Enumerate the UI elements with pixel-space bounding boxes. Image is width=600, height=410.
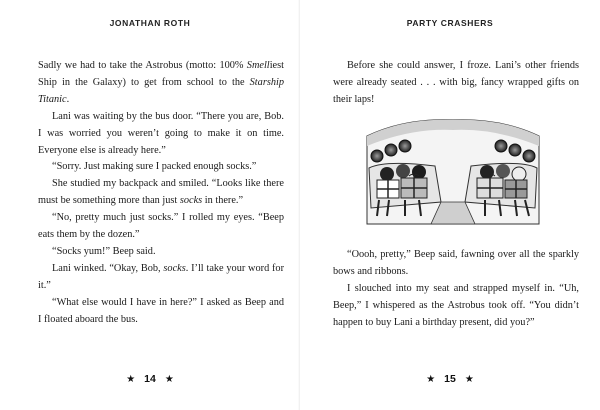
italic-run: Smell — [246, 60, 270, 71]
paragraph: “Socks yum!” Beep said. — [52, 245, 156, 257]
paragraph: “No, pretty much just socks.” I rolled my eyes. “Beep eats them by the dozen.” — [38, 212, 284, 241]
paragraph — [38, 261, 284, 295]
running-header-right: PARTY CRASHERS — [406, 18, 494, 28]
right-page-body-bottom — [333, 247, 579, 332]
running-header-left: JONATHAN ROTH — [109, 18, 191, 28]
text-run: Lani winked. “Okay, Bob, — [52, 262, 164, 274]
italic-run: socks — [163, 262, 186, 274]
paragraph: Lani was waiting by the bus door. “There you are, Bob. I was worried you weren’t going to make it on time. Everyone else is already here.” — [38, 110, 284, 156]
star-icon: ★ — [464, 373, 474, 385]
page-number: 14 — [144, 373, 156, 385]
astrobus-illustration — [365, 116, 541, 232]
paragraph: “What else would I have in here?” I asked as Beep and I floated aboard the bus. — [38, 296, 284, 325]
paragraph: “Oooh, pretty,” Beep said, fawning over all the sparkly bows and ribbons. — [333, 249, 579, 277]
page-number-right — [300, 373, 600, 385]
left-page-body — [38, 58, 284, 329]
text-run: . — [66, 93, 70, 105]
page-number: 15 — [444, 373, 456, 385]
star-icon: ★ — [426, 373, 436, 385]
paragraph: “Sorry. Just making sure I packed enough socks.” — [52, 161, 257, 173]
text-run: . I’ll take your word for it.” — [38, 262, 285, 291]
right-page-body-top — [333, 58, 579, 109]
page-number-left — [0, 373, 300, 385]
paragraph: I slouched into my seat and strapped myself in. “Uh, Beep,” I whispered as the Astrobus took off. “You didn’t happen to buy Lani a birthday present, did you?” — [333, 282, 579, 328]
paragraph — [38, 58, 284, 109]
text-run: iest Ship in the Galaxy) to get from school to the — [38, 60, 284, 88]
star-icon: ★ — [126, 373, 136, 385]
star-icon: ★ — [164, 373, 174, 385]
text-run: She studied my backpack and smiled. “Looks like there must be something more than just — [38, 178, 284, 207]
italic-run: socks — [179, 195, 203, 207]
text-run: in there.” — [202, 195, 244, 207]
right-page — [300, 0, 600, 410]
italic-run: Starship Titanic — [38, 76, 284, 105]
paragraph: Before she could answer, I froze. Lani’s other friends were already seated . . . with big, fancy wrapped gifts on their laps! — [333, 60, 579, 105]
text-run: Sadly we had to take the Astrobus (motto: 100% — [38, 60, 247, 71]
paragraph — [38, 176, 284, 210]
